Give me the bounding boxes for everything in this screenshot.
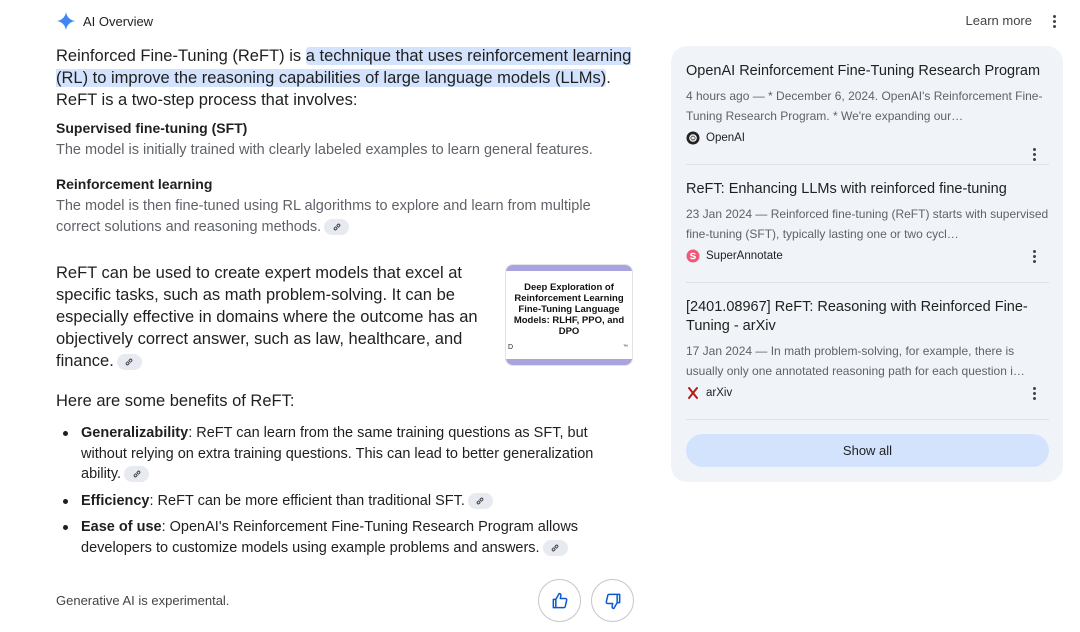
superannotate-logo-icon — [686, 249, 700, 263]
lead-text: Reinforced Fine-Tuning (ReFT) is — [56, 47, 306, 65]
card-more-icon[interactable] — [1029, 248, 1039, 264]
source-name-row — [686, 249, 1049, 263]
source-card[interactable] — [686, 180, 1049, 263]
benefit-text: : OpenAI's Reinforcement Fine-Tuning Research Program allows developers to customize models using example problems and answers. — [81, 519, 579, 556]
section-heading-rl: Reinforcement learning — [56, 176, 213, 192]
learn-more-link[interactable]: Learn more — [965, 13, 1032, 28]
divider — [686, 282, 1049, 283]
source-name: SuperAnnotate — [706, 250, 783, 262]
thumbnail-title: Deep Exploration of Reinforcement Learning Fine-Tuning Language Models: RLHF, PPO, and DPO — [513, 282, 625, 337]
citation-link-icon[interactable] — [543, 540, 568, 556]
source-snippet: 4 hours ago — * December 6, 2024. OpenAI's Reinforcement Fine-Tuning Research Program. * We're expanding our… — [686, 89, 1043, 123]
header-title: AI Overview — [83, 13, 154, 29]
source-name: OpenAI — [706, 132, 745, 144]
source-title[interactable]: ReFT: Enhancing LLMs with reinforced fine-tuning — [686, 181, 1007, 197]
lead-text-end: . ReFT is a two-step process that involves: — [56, 69, 611, 109]
source-name-row — [686, 386, 1049, 400]
overview-body — [56, 45, 636, 238]
benefit-term: Efficiency — [81, 492, 150, 509]
divider — [686, 164, 1049, 165]
source-title[interactable]: OpenAI Reinforcement Fine-Tuning Research Program — [686, 63, 1041, 79]
list-item — [56, 491, 636, 512]
benefit-term: Ease of use — [81, 519, 162, 535]
benefits-list — [56, 423, 636, 564]
openai-logo-icon — [686, 131, 700, 145]
citation-link-icon[interactable] — [117, 354, 142, 370]
lead-paragraph — [56, 45, 636, 111]
sparkle-icon — [56, 11, 76, 31]
source-card[interactable] — [686, 62, 1049, 145]
source-snippet: 23 Jan 2024 — Reinforced fine-tuning (ReFT) starts with supervised fine-tuning (SFT), typically lasting one or two cycl… — [686, 207, 1049, 241]
citation-link-icon[interactable] — [124, 466, 149, 482]
thumbs-up-icon — [550, 591, 570, 611]
section-text-rl-content: The model is then fine-tuned using RL algorithms to explore and learn from multiple correct solutions and reasoning methods. — [56, 198, 591, 235]
thumbs-down-icon — [603, 591, 623, 611]
thumbnail-mark-left: D — [508, 344, 514, 351]
source-name-row — [686, 131, 1049, 145]
card-more-icon[interactable] — [1029, 146, 1039, 162]
section-heading-sft: Supervised fine-tuning (SFT) — [56, 120, 248, 136]
benefit-text: : ReFT can learn from the same training questions as SFT, but without relying on extra training questions. This can lead to better generalization ability. — [81, 425, 594, 482]
arxiv-logo-icon — [686, 386, 700, 400]
thumbnail-mark-right: ™ — [623, 344, 628, 350]
highlighted-definition: a technique that uses reinforcement learning (RL) to improve the reasoning capabilities of large language models (LLMs) — [56, 47, 632, 87]
source-title[interactable]: [2401.08967] ReFT: Reasoning with Reinforced Fine-Tuning - arXiv — [686, 299, 1028, 334]
ai-overview-header — [56, 10, 1066, 32]
benefits-heading: Here are some benefits of ReFT: — [56, 392, 295, 410]
benefit-term: Generalizability — [81, 425, 189, 441]
experimental-note: Generative AI is experimental. — [56, 593, 230, 608]
citation-link-icon[interactable] — [468, 493, 493, 509]
benefit-text: : ReFT can be more efficient than traditional SFT. — [149, 492, 465, 509]
section-text-sft: The model is initially trained with clearly labeled examples to learn general features. — [56, 142, 593, 158]
list-item — [56, 517, 636, 558]
thumbnail-band — [506, 359, 632, 365]
thumbs-down-button[interactable] — [591, 579, 634, 622]
source-card[interactable] — [686, 298, 1049, 400]
source-snippet: 17 Jan 2024 — In math problem-solving, for example, there is usually only one annotated reasoning path for each question i… — [686, 344, 1025, 378]
show-all-button[interactable]: Show all — [686, 434, 1049, 467]
thumbs-up-button[interactable] — [538, 579, 581, 622]
list-item — [56, 423, 636, 485]
article-thumbnail[interactable] — [505, 264, 633, 366]
reft-paragraph — [56, 262, 506, 372]
more-options-icon[interactable] — [1048, 11, 1060, 31]
sources-panel — [671, 46, 1063, 482]
citation-link-icon[interactable] — [324, 219, 349, 235]
reft-paragraph-text: ReFT can be used to create expert models that excel at specific tasks, such as math problem-solving. It can be especially effective in domains where the outcome has an objectively correct answer, such as law, healthcare, and finance. — [56, 264, 478, 370]
source-name: arXiv — [706, 387, 733, 399]
section-text-rl — [56, 196, 636, 238]
divider — [686, 419, 1049, 420]
card-more-icon[interactable] — [1029, 385, 1039, 401]
